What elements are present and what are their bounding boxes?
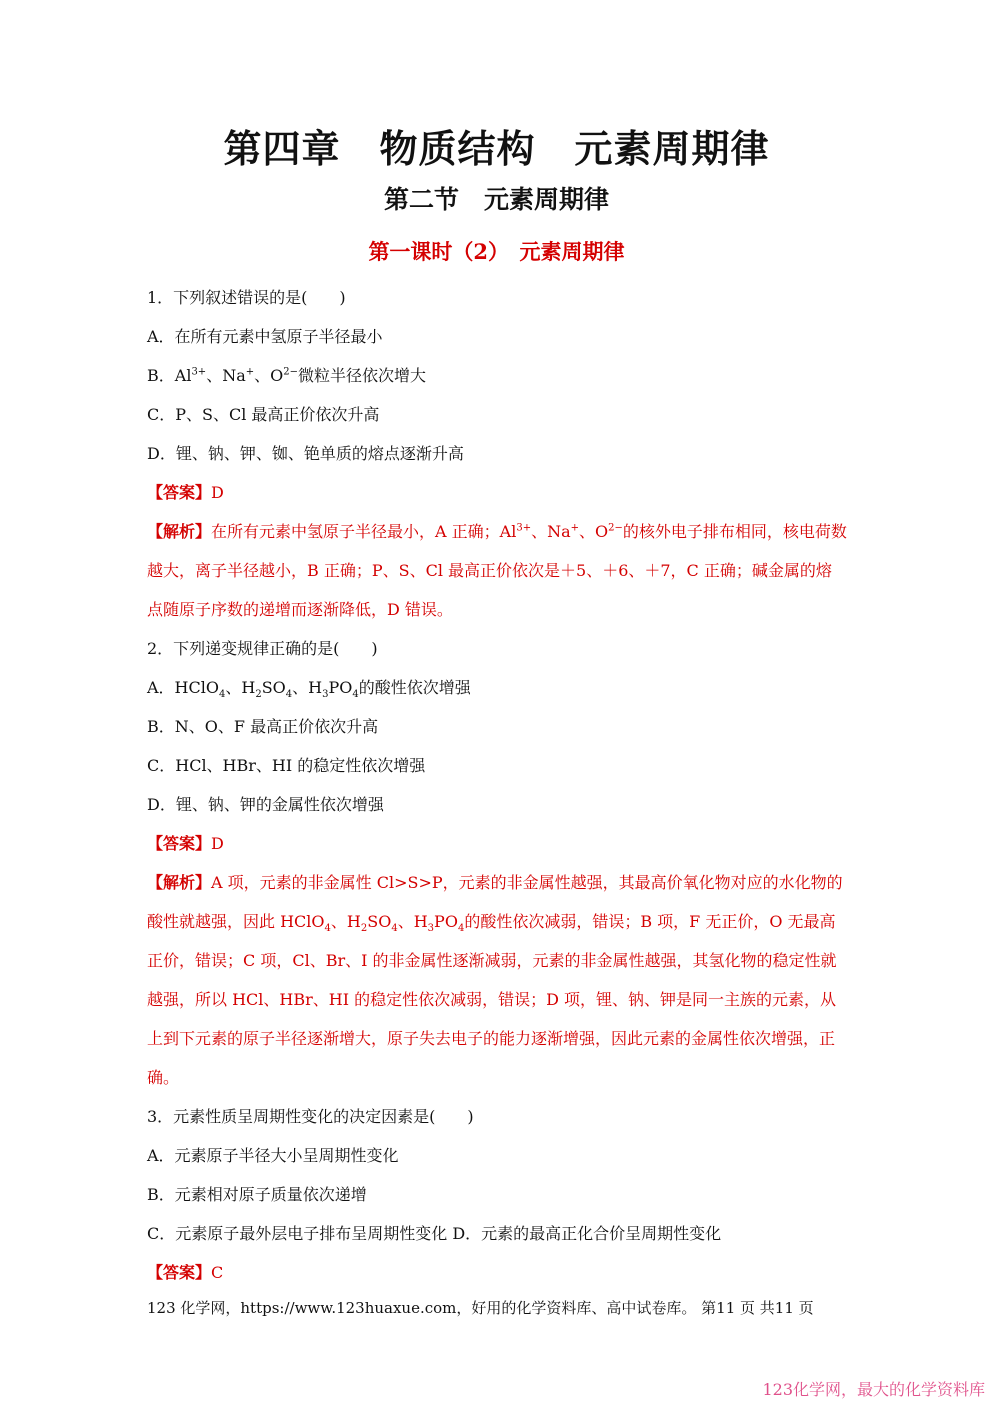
q1-stem: 1．下列叙述错误的是( ) [147,288,346,307]
q1-option-c: C．P、S、Cl 最高正价依次升高 [147,405,380,424]
q2-answer: 【答案】D [147,834,224,853]
q2-analysis: 【解析】A 项，元素的非金属性 Cl>S>P，元素的非金属性越强，其最高价氧化物对应的水化物的酸性就越强，因此 HClO$_4$、$H_2SO_4$、$H_3PO_4$的酸性依次减弱，错误；B 项，F 无正价，O 无最高正价，错误；C 项，Cl、Br、I 的非金属性逐渐减弱，元素的非金属性越强，其氢化物的稳定性就越强，所以 HCl、HBr、HI 的稳定性依次减弱，错误；D 项，锂、钠、钾是同一主族的元素，从上到下元素的原子半径逐渐增大，原子失去电子的能力逐渐增强，因此元素的金属性依次增强，正确。 [147,873,843,1087]
analysis-tag: 【解析】 [147,873,212,892]
document-body [147,278,847,1292]
answer-tag: 【答案】 [147,834,212,853]
watermark: 123化学网，最大的化学资料库 [762,1380,985,1399]
q1-option-d: D．锂、钠、钾、铷、铯单质的熔点逐渐升高 [147,444,464,463]
chapter-title: 第四章 物质结构 元素周期律 [223,126,770,171]
page-footer: 123 化学网，https://www.123huaxue.com，好用的化学资料库、高中试卷库。 第11 页 共11 页 [147,1299,814,1317]
q2-stem: 2．下列递变规律正确的是( ) [147,639,378,658]
q3-option-c: C．元素原子最外层电子排布呈周期性变化 [147,1224,448,1243]
q1-answer: 【答案】D [147,483,224,502]
q3-option-a: A．元素原子半径大小呈周期性变化 [147,1146,399,1165]
q3-option-b: B．元素相对原子质量依次递增 [147,1185,367,1204]
lesson-title: 第一课时（2） 元素周期律 [368,239,625,264]
q3-options-cd [147,1214,847,1253]
q3-answer: 【答案】C [147,1263,224,1282]
q3-option-d: D．元素的最高正化合价呈周期性变化 [452,1224,722,1243]
q1-option-a: A．在所有元素中氢原子半径最小 [147,327,383,346]
q1-option-b: B．$Al^{3+}$、Na+、$O^{2-}$微粒半径依次增大 [147,366,427,385]
q2-option-d: D．锂、钠、钾的金属性依次增强 [147,795,384,814]
q3-stem: 3．元素性质呈周期性变化的决定因素是( ) [147,1107,474,1126]
answer-tag: 【答案】 [147,1263,212,1282]
q1-analysis: 【解析】在所有元素中氢原子半径最小，A 正确；$Al^{3+}$、Na+、$O^{2-}$的核外电子排布相同，核电荷数越大，离子半径越小，B 正确；P、S、Cl 最高正价依次是＋5、＋6、＋7，C 正确；碱金属的熔点随原子序数的递增而逐渐降低，D 错误。 [147,522,847,619]
analysis-tag: 【解析】 [147,522,212,541]
q2-option-c: C．HCl、HBr、HI 的稳定性依次增强 [147,756,426,775]
q2-option-a: A．HClO$_4$、$H_2SO_4$、$H_3PO_4$的酸性依次增强 [147,678,471,701]
q2-option-b: B．N、O、F 最高正价依次升高 [147,717,379,736]
section-title: 第二节 元素周期律 [383,185,609,214]
answer-tag: 【答案】 [147,483,212,502]
